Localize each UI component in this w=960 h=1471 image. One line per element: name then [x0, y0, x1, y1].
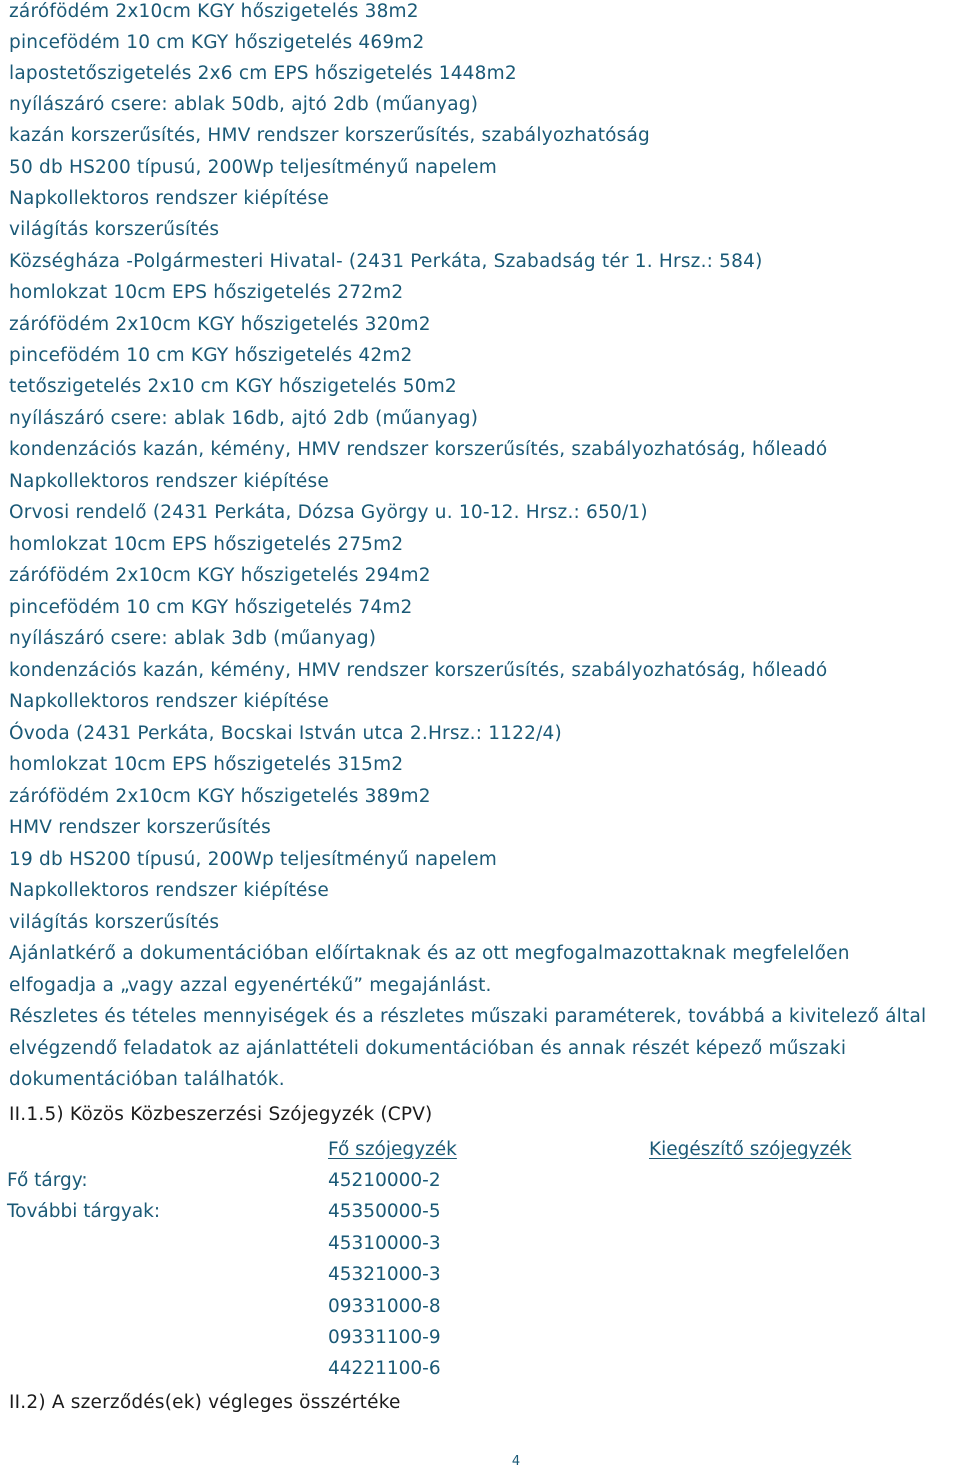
section-heading-value: II.2) A szerződés(ek) végleges összértéke	[9, 1392, 401, 1413]
building-heading: Óvoda (2431 Perkáta, Bocskai István utca 2.Hrsz.: 1122/4)	[9, 723, 562, 744]
cpv-additional-code: 09331000-8	[328, 1296, 441, 1317]
text-line: nyílászáró csere: ablak 16db, ajtó 2db (műanyag)	[9, 408, 479, 429]
building-heading: Orvosi rendelő (2431 Perkáta, Dózsa György u. 10-12. Hrsz.: 650/1)	[9, 502, 648, 523]
text-line: Napkollektoros rendszer kiépítése	[9, 188, 329, 209]
text-line: homlokzat 10cm EPS hőszigetelés 272m2	[9, 282, 404, 303]
cpv-additional-label: További tárgyak:	[7, 1201, 161, 1222]
text-line: nyílászáró csere: ablak 3db (műanyag)	[9, 628, 377, 649]
cpv-additional-code: 45310000-3	[328, 1233, 441, 1254]
cpv-main-code: 45210000-2	[328, 1170, 441, 1191]
cpv-additional-code: 09331100-9	[328, 1327, 441, 1348]
section-heading-cpv: II.1.5) Közös Közbeszerzési Szójegyzék (CPV)	[9, 1104, 433, 1125]
cpv-additional-code: 44221100-6	[328, 1358, 441, 1379]
text-line: Részletes és tételes mennyiségek és a részletes műszaki paraméterek, továbbá a kivitelező által	[9, 1006, 927, 1027]
text-line: kondenzációs kazán, kémény, HMV rendszer korszerűsítés, szabályozhatóság, hőleadó	[9, 660, 828, 681]
text-line: zárófödém 2x10cm KGY hőszigetelés 294m2	[9, 565, 431, 586]
text-line: homlokzat 10cm EPS hőszigetelés 275m2	[9, 534, 404, 555]
text-line: pincefödém 10 cm KGY hőszigetelés 469m2	[9, 32, 425, 53]
text-line: kondenzációs kazán, kémény, HMV rendszer korszerűsítés, szabályozhatóság, hőleadó	[9, 439, 828, 460]
text-line: zárófödém 2x10cm KGY hőszigetelés 320m2	[9, 314, 431, 335]
text-line: 50 db HS200 típusú, 200Wp teljesítményű napelem	[9, 157, 497, 178]
text-line: világítás korszerűsítés	[9, 912, 220, 933]
text-line: zárófödém 2x10cm KGY hőszigetelés 389m2	[9, 786, 431, 807]
text-line: lapostetőszigetelés 2x6 cm EPS hőszigetelés 1448m2	[9, 63, 517, 84]
cpv-supplementary-header: Kiegészítő szójegyzék	[649, 1139, 852, 1160]
page-number: 4	[511, 1454, 521, 1469]
text-line: dokumentációban találhatók.	[9, 1069, 285, 1090]
building-heading: Községháza -Polgármesteri Hivatal- (2431 Perkáta, Szabadság tér 1. Hrsz.: 584)	[9, 251, 763, 272]
text-line: 19 db HS200 típusú, 200Wp teljesítményű napelem	[9, 849, 497, 870]
cpv-main-header: Fő szójegyzék	[328, 1139, 457, 1160]
text-line: pincefödém 10 cm KGY hőszigetelés 74m2	[9, 597, 413, 618]
text-line: Napkollektoros rendszer kiépítése	[9, 691, 329, 712]
cpv-main-label: Fő tárgy:	[7, 1170, 88, 1191]
cpv-additional-code: 45321000-3	[328, 1264, 441, 1285]
text-line: Napkollektoros rendszer kiépítése	[9, 880, 329, 901]
text-line: elvégzendő feladatok az ajánlattételi dokumentációban és annak részét képező műszaki	[9, 1038, 847, 1059]
text-line: kazán korszerűsítés, HMV rendszer korszerűsítés, szabályozhatóság	[9, 125, 650, 146]
text-line: homlokzat 10cm EPS hőszigetelés 315m2	[9, 754, 404, 775]
text-line: tetőszigetelés 2x10 cm KGY hőszigetelés 50m2	[9, 376, 457, 397]
cpv-additional-code: 45350000-5	[328, 1201, 441, 1222]
text-line: világítás korszerűsítés	[9, 219, 220, 240]
text-line: elfogadja a „vagy azzal egyenértékű” megajánlást.	[9, 975, 492, 996]
text-line: nyílászáró csere: ablak 50db, ajtó 2db (műanyag)	[9, 94, 479, 115]
text-line: zárófödém 2x10cm KGY hőszigetelés 38m2	[9, 1, 419, 22]
text-line: HMV rendszer korszerűsítés	[9, 817, 271, 838]
text-line: Napkollektoros rendszer kiépítése	[9, 471, 329, 492]
text-line: Ajánlatkérő a dokumentációban előírtaknak és az ott megfogalmazottaknak megfelelően	[9, 943, 850, 964]
text-line: pincefödém 10 cm KGY hőszigetelés 42m2	[9, 345, 413, 366]
